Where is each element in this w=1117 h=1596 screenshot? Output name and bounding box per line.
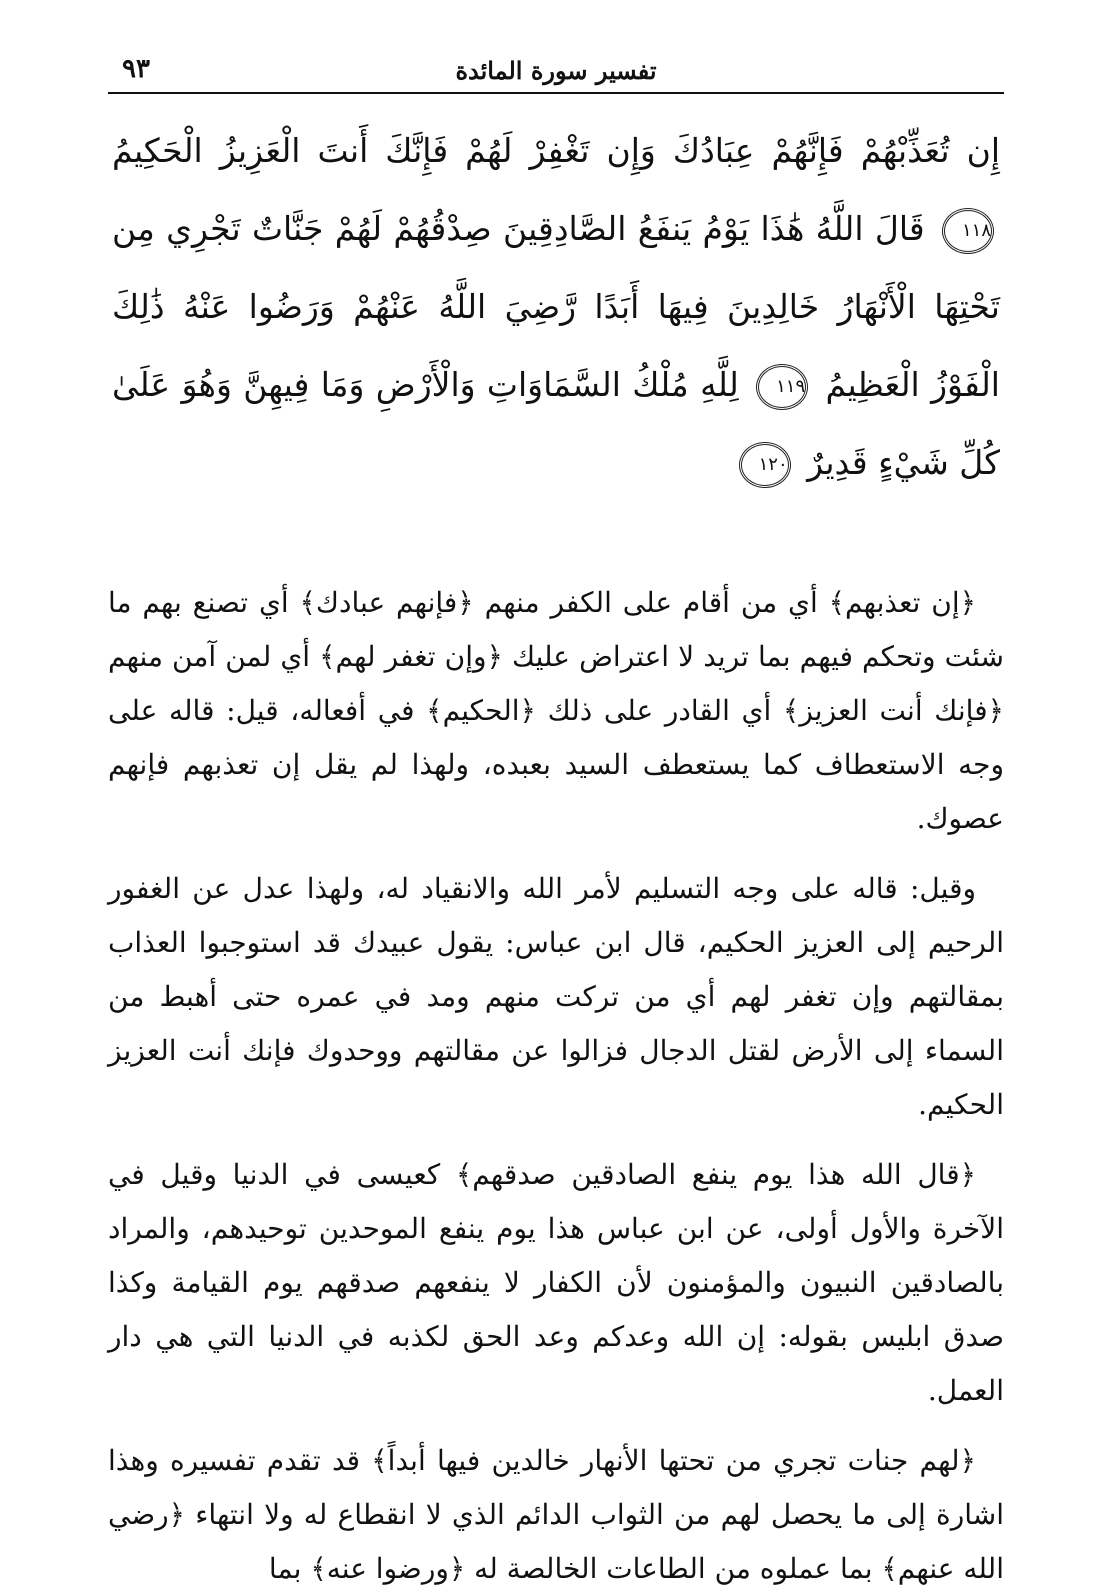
quran-verses-block xyxy=(108,112,1004,502)
page-header xyxy=(108,48,1004,94)
ayah-number-marker: ١٢٠ xyxy=(739,442,791,488)
commentary-paragraph: وقيل: قاله على وجه التسليم لأمر الله والانقياد له، ولهذا عدل عن الغفور الرحيم إلى العزيز الحكيم، قال ابن عباس: يقول عبيدك قد استوجبوا العذاب بمقالتهم وإن تغفر لهم أي من تركت منهم ومد في عمره حتى أهبط من السماء إلى الأرض لقتل الدجال فزالوا عن مقالتهم ووحدوك فإنك أنت العزيز الحكيم. xyxy=(108,872,1004,1121)
page-number: ٩٣ xyxy=(122,54,150,84)
ayah-number-marker: ١١٩ xyxy=(756,364,808,410)
commentary-block xyxy=(108,576,1004,1596)
commentary-paragraph: ﴿لهم جنات تجري من تحتها الأنهار خالدين فيها أبداً﴾ قد تقدم تفسيره وهذا اشارة إلى ما يحصل لهم من الثواب الدائم الذي لا انقطاع له ولا انتهاء ﴿رضي الله عنهم﴾ بما عملوه من الطاعات الخالصة له ﴿ورضوا عنه﴾ بما xyxy=(108,1444,1004,1585)
commentary-paragraph: ﴿قال الله هذا يوم ينفع الصادقين صدقهم﴾ كعيسى في الدنيا وقيل في الآخرة والأول أولى، عن ابن عباس هذا يوم ينفع الموحدين توحيدهم، والمراد بالصادقين النبيون والمؤمنون لأن الكفار لا ينفعهم صدقهم يوم القيامة وكذا صدق ابليس بقوله: إن الله وعدكم وعد الحق لكذبه في الدنيا التي هي دار العمل. xyxy=(108,1158,1004,1407)
verse-text: إِن تُعَذِّبْهُمْ فَإِنَّهُمْ عِبَادُكَ وَإِن تَغْفِرْ لَهُمْ فَإِنَّكَ أَنتَ الْعَزِيزُ الْحَكِيمُ xyxy=(112,131,1000,170)
verse-text: قَالَ اللَّهُ هَٰذَا يَوْمُ يَنفَعُ الصَّادِقِينَ صِدْقُهُمْ لَهُمْ جَنَّاتٌ تَجْرِي مِن تَحْتِهَا الْأَنْهَارُ خَالِدِينَ فِيهَا أَبَدًا رَّضِيَ اللَّهُ عَنْهُمْ وَرَضُوا عَنْهُ ذَٰلِكَ الْفَوْزُ الْعَظِيمُ xyxy=(112,209,1000,404)
commentary-paragraph: ﴿إن تعذبهم﴾ أي من أقام على الكفر منهم ﴿فإنهم عبادك﴾ أي تصنع بهم ما شئت وتحكم فيهم بما تريد لا اعتراض عليك ﴿وإن تغفر لهم﴾ أي لمن آمن منهم ﴿فإنك أنت العزيز﴾ أي القادر على ذلك ﴿الحكيم﴾ في أفعاله، قيل: قاله على وجه الاستعطاف كما يستعطف السيد بعبده، ولهذا لم يقل إن تعذبهم فإنهم عصوك. xyxy=(108,586,1004,835)
verse-text: لِلَّهِ مُلْكُ السَّمَاوَاتِ وَالْأَرْضِ وَمَا فِيهِنَّ وَهُوَ عَلَىٰ كُلِّ شَيْءٍ قَدِيرٌ xyxy=(112,365,1000,482)
page-title: تفسير سورة المائدة xyxy=(455,56,657,85)
book-page xyxy=(108,48,1004,1585)
ayah-number-marker: ١١٨ xyxy=(942,208,994,254)
